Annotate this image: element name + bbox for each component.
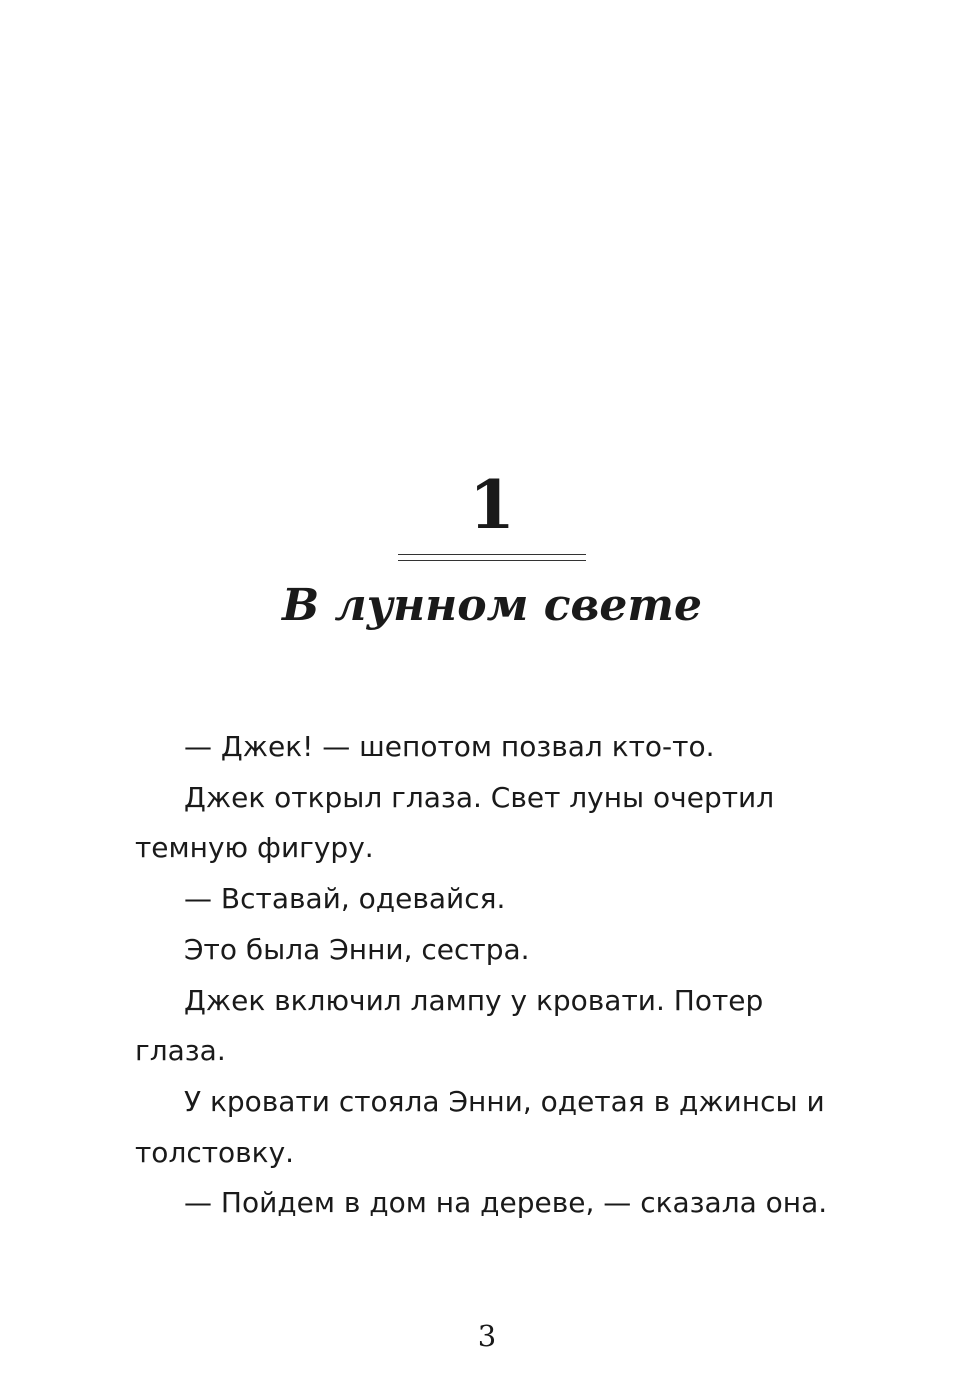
chapter-title: В лунном свете	[282, 580, 702, 631]
paragraph: Джек открыл глаза. Свет луны очертил темную фигуру.	[135, 780, 775, 865]
chapter-number: 1	[469, 466, 515, 544]
paragraph: — Вставай, одевайся.	[184, 882, 506, 916]
paragraph: У кровати стояла Энни, одетая в джинсы и толстовку.	[135, 1084, 825, 1169]
paragraph: Это была Энни, сестра.	[184, 932, 530, 966]
page-number: 3	[477, 1319, 497, 1353]
chapter-divider	[398, 552, 586, 564]
divider-line-top	[398, 554, 586, 555]
body-text	[135, 722, 835, 1229]
paragraph: Джек включил лампу у кровати. Потер глаза.	[135, 983, 764, 1068]
paragraph: — Пойдем в дом на дереве, — сказала она.	[184, 1186, 828, 1220]
divider-line-bottom	[398, 560, 586, 561]
paragraph: — Джек! — шепотом позвал кто-то.	[184, 730, 715, 763]
